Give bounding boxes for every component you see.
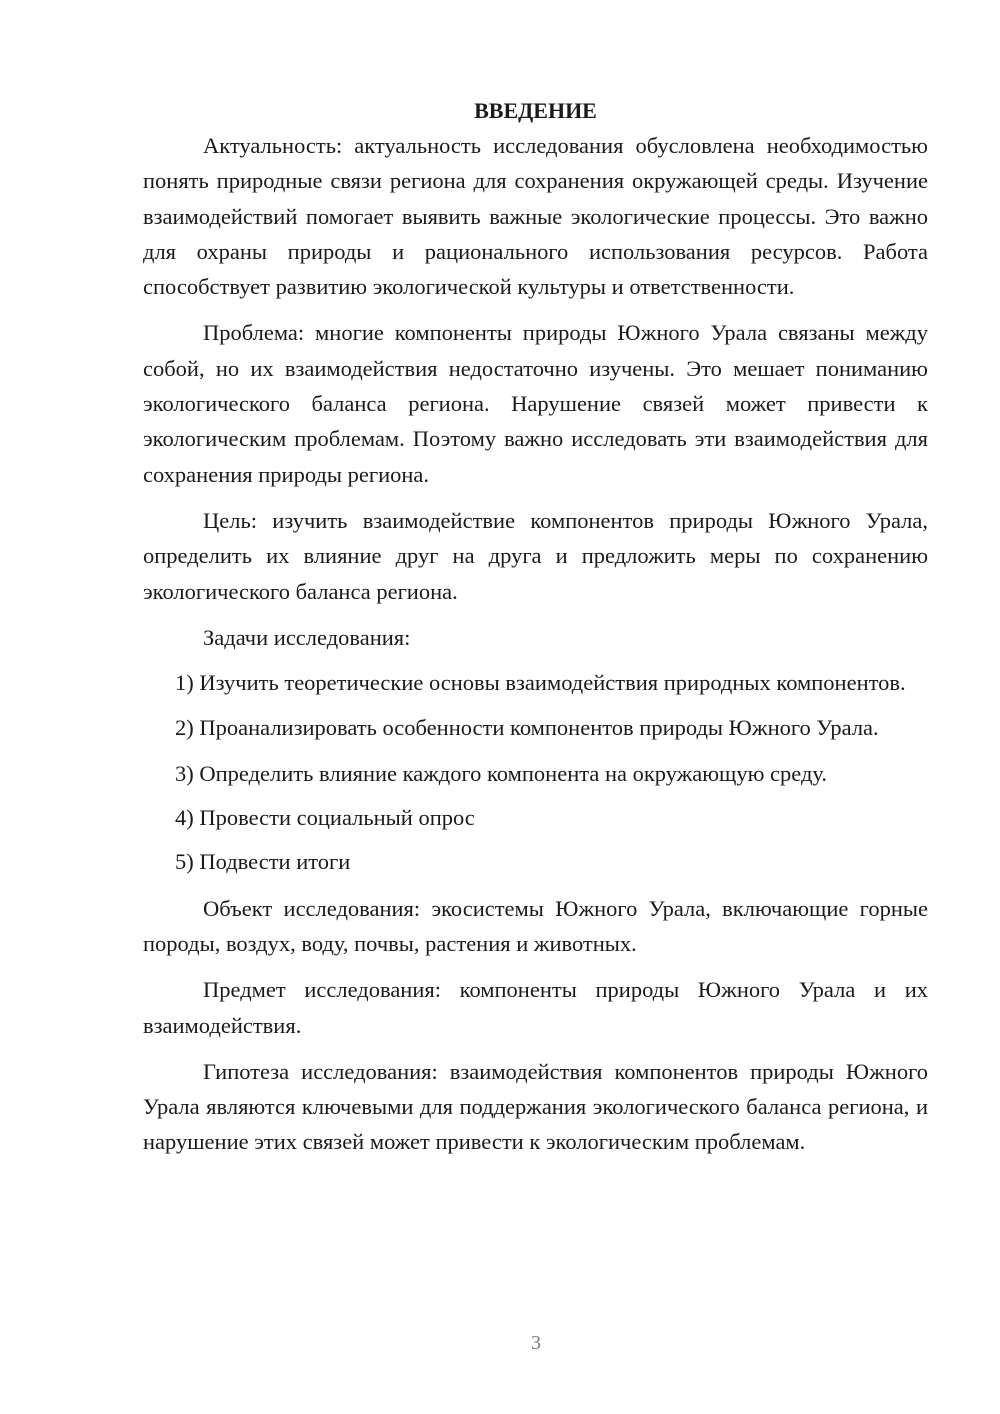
list-item: 3) Определить влияние каждого компонента на окружающую среду. — [175, 760, 828, 786]
paragraph-tasks-heading: Задачи исследования: — [203, 624, 411, 650]
tasks-list — [143, 665, 928, 879]
paragraph-problem: Проблема: многие компоненты природы Южного Урала связаны между собой, но их взаимодействия недостаточно изучены. Это мешает пониманию экологического баланса региона. Нарушение связей может привести к экологическим проблемам. Поэтому важно исследовать эти взаимодействия для сохранения природы региона. — [143, 320, 928, 487]
paragraph-hypothesis: Гипотеза исследования: взаимодействия компонентов природы Южного Урала являются ключевыми для поддержания экологического баланса региона, и нарушение этих связей может привести к экологическим проблемам. — [143, 1058, 928, 1155]
page-number: 3 — [531, 1332, 541, 1354]
page-title: ВВЕДЕНИЕ — [474, 98, 597, 123]
paragraph-relevance: Актуальность: актуальность исследования обусловлена необходимостью понять природные связи региона для сохранения окружающей среды. Изучение взаимодействий помогает выявить важные экологические процессы. Это важно для охраны природы и рационального использования ресурсов. Работа способствует развитию экологической культуры и ответственности. — [143, 133, 928, 300]
paragraph-subject: Предмет исследования: компоненты природы Южного Урала и их взаимодействия. — [143, 977, 928, 1038]
list-item: 4) Провести социальный опрос — [175, 805, 475, 831]
document-page — [143, 94, 928, 1160]
paragraph-goal: Цель: изучить взаимодействие компонентов природы Южного Урала, определить их влияние друг на друга и предложить меры по сохранению экологического баланса региона. — [143, 507, 928, 604]
list-item: 1) Изучить теоретические основы взаимодействия природных компонентов. — [175, 670, 906, 696]
paragraph-object: Объект исследования: экосистемы Южного Урала, включающие горные породы, воздух, воду, почвы, растения и животных. — [143, 895, 928, 956]
list-item: 2) Проанализировать особенности компонентов природы Южного Урала. — [175, 715, 879, 741]
list-item: 5) Подвести итоги — [175, 849, 351, 875]
